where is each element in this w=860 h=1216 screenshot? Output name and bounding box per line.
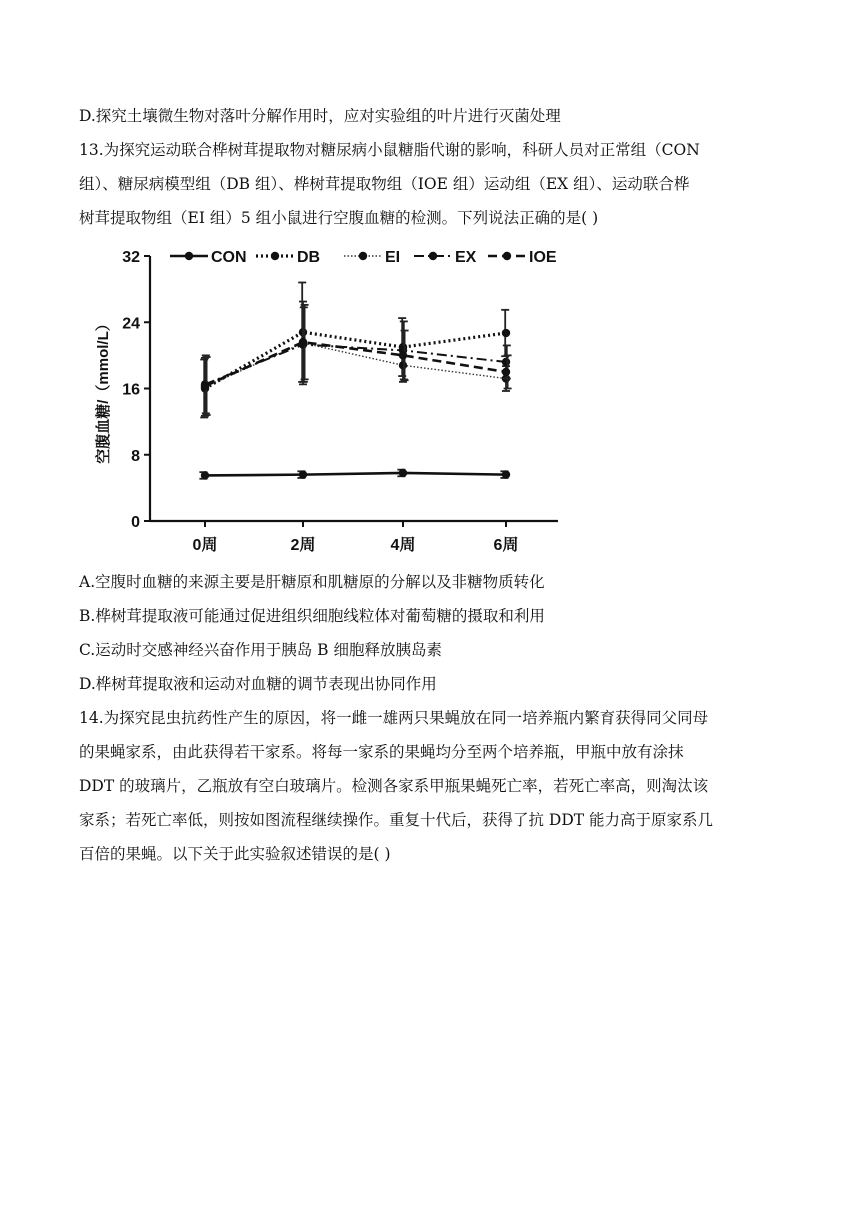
data-point [399,351,407,359]
y-tick-label: 16 [122,381,140,399]
question-12-option-d: D.探究土壤微生物对落叶分解作用时，应对实验组的叶片进行灭菌处理 [79,107,561,125]
series-line [205,332,506,388]
x-tick-label: 4周 [390,537,416,554]
legend-label: CON [211,249,247,266]
data-point [201,471,209,479]
question-14-stem-line-3: DDT 的玻璃片，乙瓶放有空白玻璃片。检测各家系甲瓶果蝇死亡率，若死亡率高，则淘汰该 [79,777,709,795]
chart-axes [122,249,558,554]
data-point [299,338,307,346]
data-point [502,470,510,478]
series-ei [201,302,510,416]
question-14-stem-line-1: 14.为探究昆虫抗药性产生的原因，将一雌一雄两只果蝇放在同一培养瓶内繁育获得同父同母 [79,709,709,727]
legend-label: EI [385,249,401,266]
question-13-stem-line-3: 树茸提取物组（EI 组）5 组小鼠进行空腹血糖的检测。下列说法正确的是( ) [79,209,599,227]
chart-legend [170,249,557,266]
y-tick-label: 24 [122,315,140,333]
question-13-option-d: D.桦树茸提取液和运动对血糖的调节表现出协同作用 [79,675,437,693]
chart-plot-area [199,283,511,480]
data-point [399,469,407,477]
y-tick-label: 32 [122,249,140,266]
x-tick-label: 2周 [290,537,316,554]
legend-label: IOE [529,249,557,266]
series-con [199,469,510,480]
legend-marker [359,252,367,260]
question-13-stem-line-1: 13.为探究运动联合桦树茸提取物对糖尿病小鼠糖脂代谢的影响，科研人员对正常组（CON [79,141,700,159]
y-tick-label: 0 [131,514,140,531]
legend-marker [503,252,511,260]
series-ex [201,307,511,413]
question-14-stem-line-2: 的果蝇家系，由此获得若干家系。将每一家系的果蝇均分至两个培养瓶，甲瓶中放有涂抹 [79,743,684,761]
data-point [502,329,510,337]
data-point [502,358,510,366]
legend-marker [271,252,279,260]
question-14-stem-line-4: 家系；若死亡率低，则按如图流程继续操作。重复十代后，获得了抗 DDT 能力高于原家系几 [79,811,714,829]
data-point [502,368,510,376]
data-point [201,382,209,390]
question-13-option-a: A.空腹时血糖的来源主要是肝糖原和肌糖原的分解以及非糖物质转化 [79,573,545,591]
question-13-option-c: C.运动时交感神经兴奋作用于胰岛 B 细胞释放胰岛素 [79,641,442,659]
x-tick-label: 6周 [493,537,519,554]
data-point [299,470,307,478]
legend-label: DB [297,249,321,266]
blood-glucose-line-chart [78,238,568,560]
series-line [205,473,506,475]
y-axis-label: 空腹血糖/（mmol/L） [95,316,112,464]
legend-marker [429,252,437,260]
series-ioe [201,305,512,415]
x-tick-label: 0周 [192,537,218,554]
question-14-stem-line-5: 百倍的果蝇。以下关于此实验叙述错误的是( ) [79,845,391,863]
legend-label: EX [455,249,477,266]
y-tick-label: 8 [131,447,140,465]
question-13-option-b: B.桦树茸提取液可能通过促进组织细胞线粒体对葡萄糖的摄取和利用 [79,607,545,625]
question-13-stem-line-2: 组）、糖尿病模型组（DB 组）、桦树茸提取物组（IOE 组）运动组（EX 组）、运动联合桦 [79,175,690,193]
legend-marker [185,252,193,260]
